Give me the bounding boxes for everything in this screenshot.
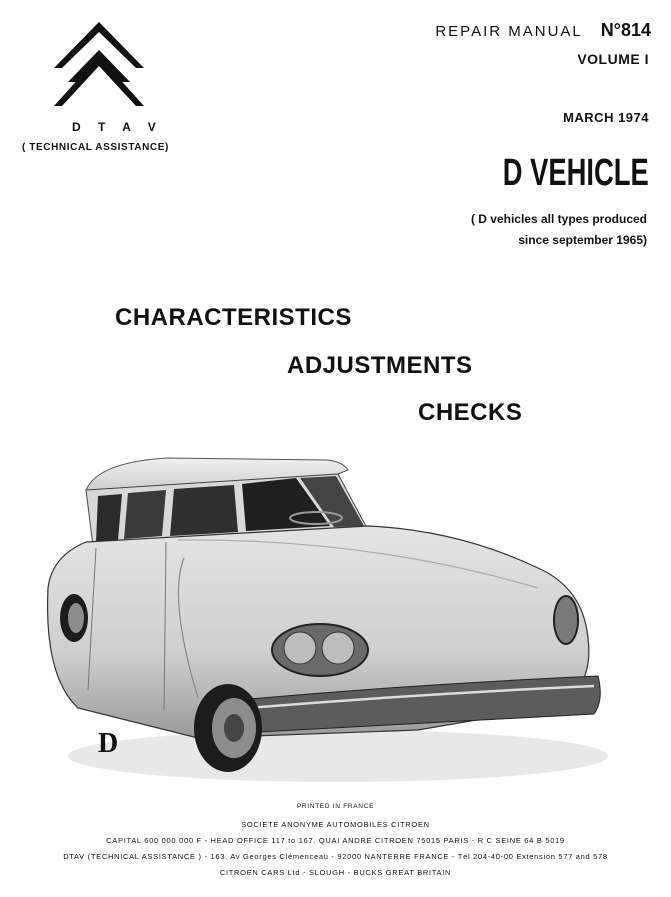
manual-number: N°814 — [600, 20, 651, 40]
double-chevron-logo — [52, 20, 146, 112]
vehicle-description-line2: since september 1965) — [518, 233, 647, 247]
manual-title — [435, 20, 651, 41]
manual-label: REPAIR MANUAL — [435, 23, 583, 40]
publication-date: MARCH 1974 — [563, 110, 649, 125]
footer-printed: PRINTED IN FRANCE — [296, 803, 375, 810]
footer-uk-address: CITROEN CARS Ltd - SLOUGH - BUCKS GREAT BRITAIN — [219, 868, 452, 877]
org-initials: D T A V — [72, 120, 163, 134]
heading-characteristics: CHARACTERISTICS — [115, 304, 352, 331]
d-badge: D — [98, 728, 119, 759]
heading-checks: CHECKS — [418, 399, 523, 426]
heading-adjustments: ADJUSTMENTS — [287, 352, 473, 379]
footer-dtav-address: DTAV (TECHNICAL ASSISTANCE ) - 163. Av Georges Clémenceau - 92000 NANTERRE FRANCE - Tél 204-40-00 Extension 577 and 578 — [63, 852, 608, 861]
car-photo — [38, 438, 610, 794]
vehicle-title: D VEHICLE — [503, 152, 649, 194]
footer-capital: CAPITAL 600 000 000 F - HEAD OFFICE 117 to 167. QUAI ANDRE CITROEN 75015 PARIS - R C SEINE 64 B 5019 — [106, 836, 565, 845]
volume-label: VOLUME I — [577, 51, 649, 67]
vehicle-description-line1: ( D vehicles all types produced — [470, 212, 647, 226]
footer-company: SOCIETE ANONYME AUTOMOBILES CITROEN — [241, 820, 430, 829]
org-name: ( TECHNICAL ASSISTANCE) — [22, 142, 169, 153]
